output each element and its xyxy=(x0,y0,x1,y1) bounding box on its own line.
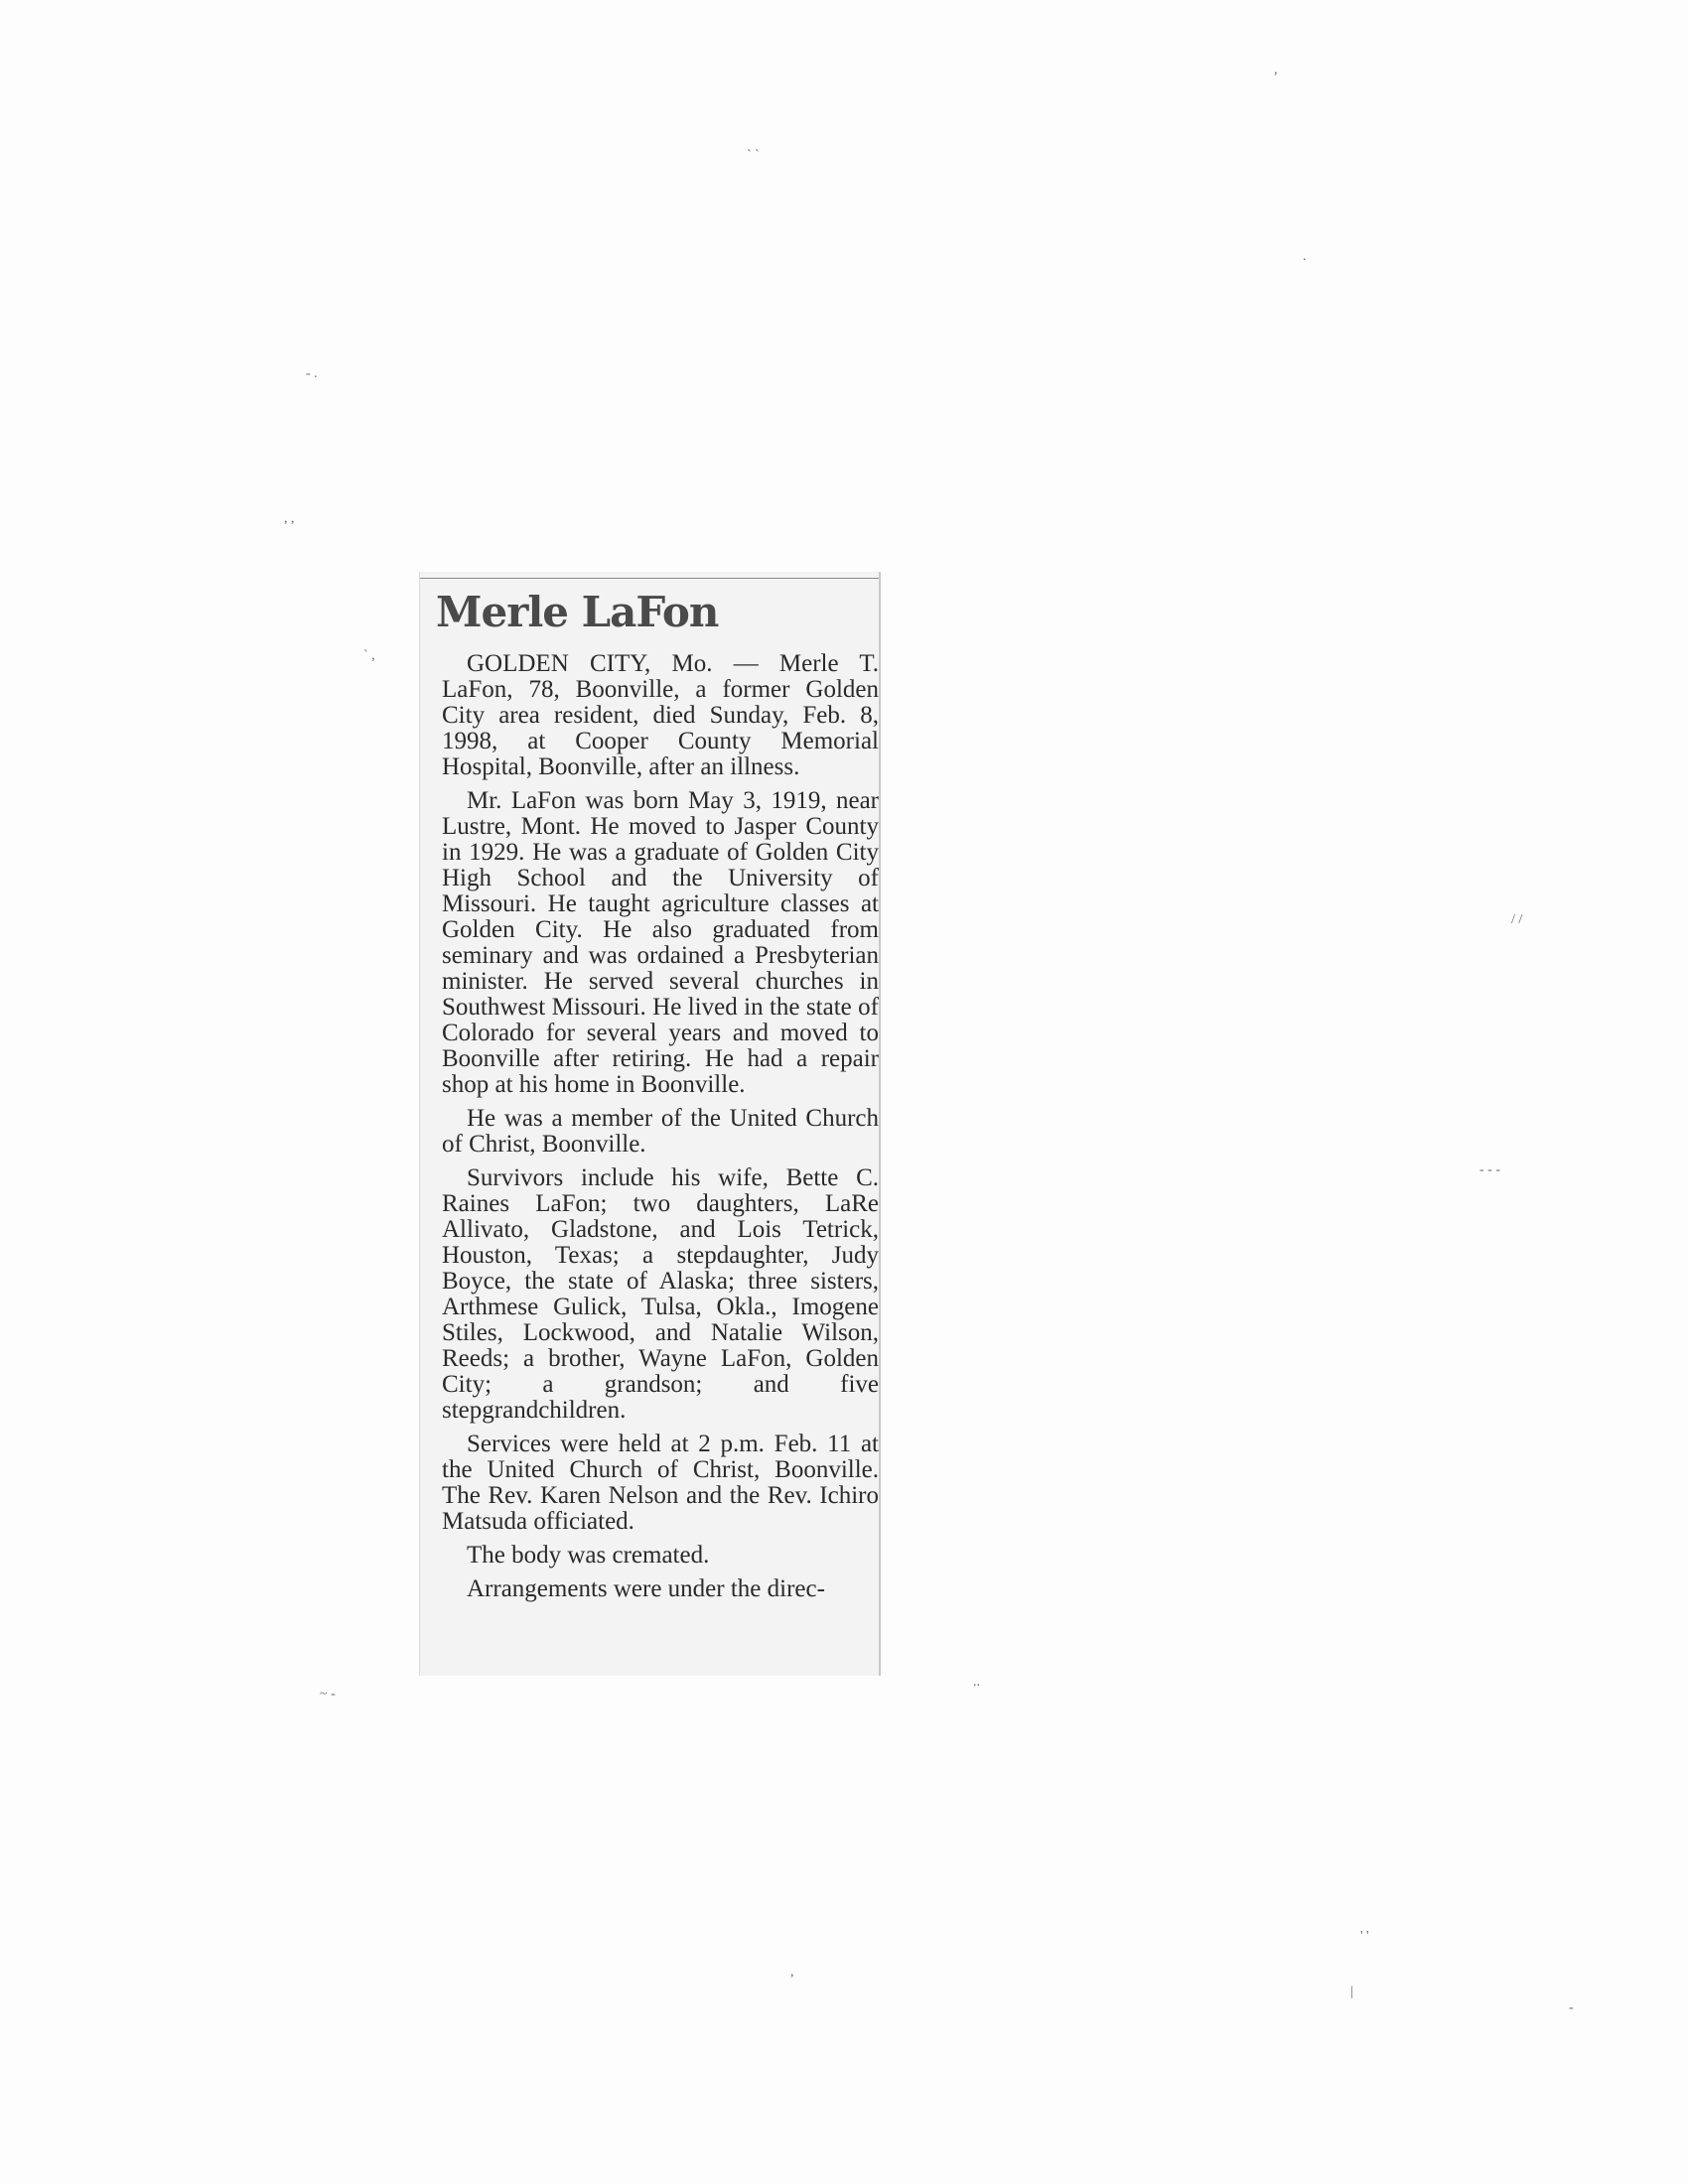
obituary-body xyxy=(442,651,879,1610)
scan-speck: , xyxy=(790,1965,794,1979)
scan-speck: , , xyxy=(284,511,295,526)
scan-speck: .. xyxy=(973,1675,980,1690)
scan-speck: / / xyxy=(1511,912,1523,927)
scan-speck: - xyxy=(1569,2000,1574,2015)
scan-speck: . xyxy=(1303,249,1307,264)
scan-speck: ~ - xyxy=(320,1687,336,1702)
obituary-headline: Merle LaFon xyxy=(436,588,719,636)
scan-speck: ' ' xyxy=(1360,1929,1369,1944)
clipping-top-rule xyxy=(420,578,879,579)
obituary-paragraph: Arrangements were under the direc- xyxy=(467,1575,825,1602)
obituary-clipping xyxy=(419,572,881,1676)
obituary-paragraph: He was a member of the United Church of Christ, Boonville. xyxy=(442,1105,879,1158)
obituary-paragraph: The body was cremated. xyxy=(467,1542,710,1569)
obituary-paragraph: Survivors include his wife, Bette C. Raines LaFon; two daughters, LaRe Allivato, Gladstone, and Lois Tetrick, Houston, Texas; a stepdaughter, Judy Boyce, the state of Alaska; three sisters, Arthmese Gulick, Tulsa, Okla., Imogene Stiles, Lockwood, and Natalie Wilson, Reeds; a brother, Wayne LaFon, Golden City; a grandson; and five stepgrandchildren. xyxy=(442,1164,879,1424)
scan-speck: | xyxy=(1350,1984,1353,1999)
scan-speck: ` , xyxy=(363,648,375,663)
scan-speck: - . xyxy=(306,366,318,381)
scan-speck: - - - xyxy=(1479,1162,1500,1177)
scan-speck: ` ` xyxy=(747,148,760,163)
obituary-paragraph: GOLDEN CITY, Mo. — Merle T. LaFon, 78, Boonville, a former Golden City area resident, died Sunday, Feb. 8, 1998, at Cooper County Memorial Hospital, Boonville, after an illness. xyxy=(442,650,879,780)
obituary-paragraph: Mr. LaFon was born May 3, 1919, near Lustre, Mont. He moved to Jasper County in 1929. He was a graduate of Golden City High School and the University of Missouri. He taught agriculture classes at Golden City. He also graduated from seminary and was ordained a Presbyterian minister. He served several churches in Southwest Missouri. He lived in the state of Colorado for several years and moved to Boonville after retiring. He had a repair shop at his home in Boonville. xyxy=(442,787,879,1098)
scan-speck: , xyxy=(1274,63,1278,77)
obituary-paragraph: Services were held at 2 p.m. Feb. 11 at the United Church of Christ, Boonville. The Rev. Karen Nelson and the Rev. Ichiro Matsuda officiated. xyxy=(442,1431,879,1535)
